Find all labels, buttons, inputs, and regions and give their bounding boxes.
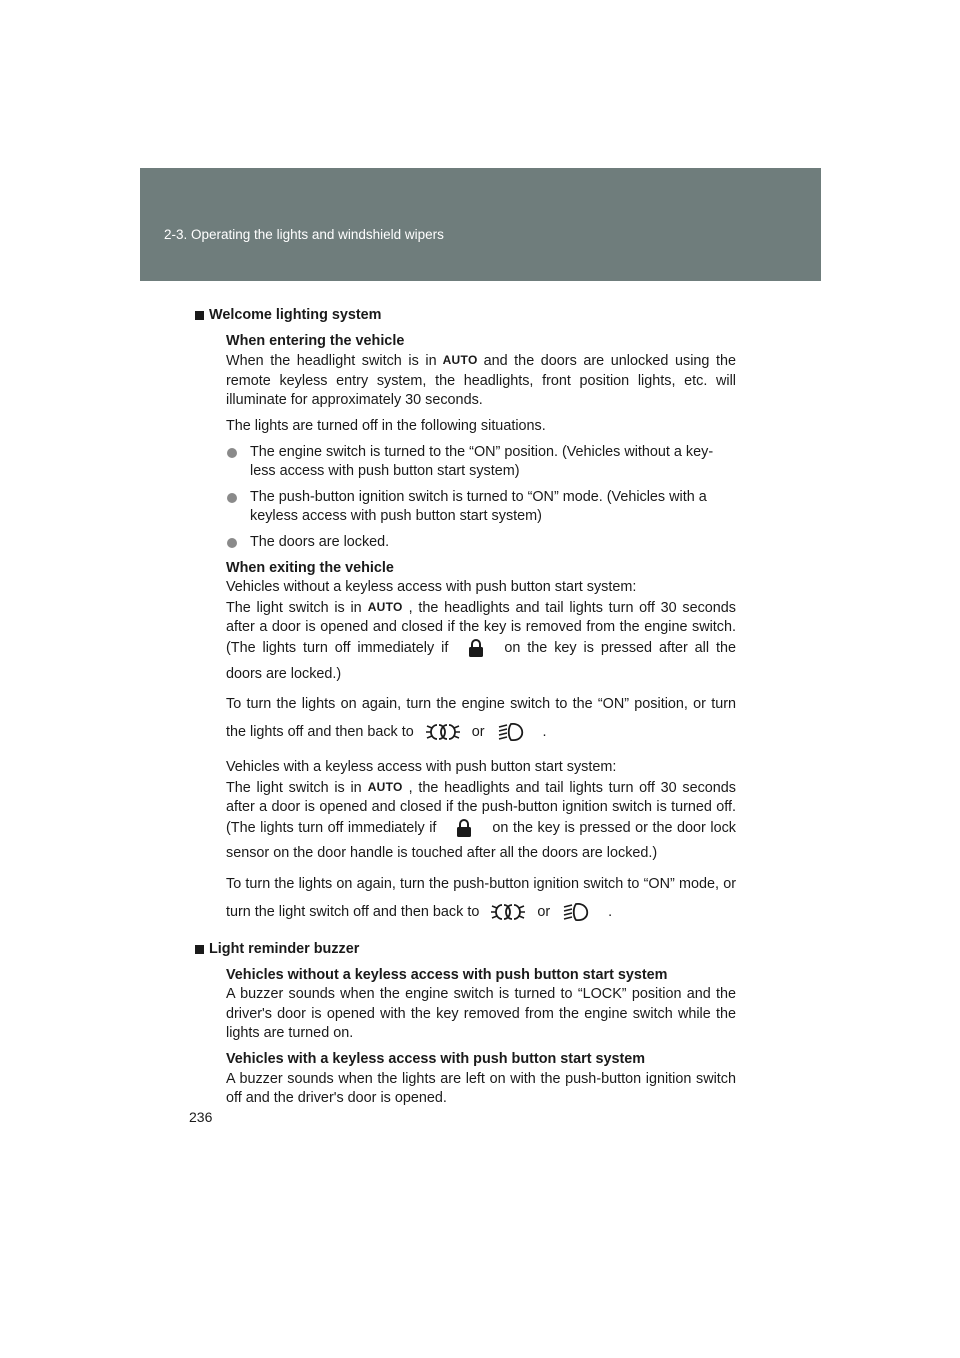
exiting-title: When exiting the vehicle	[226, 559, 394, 576]
main-content	[209, 306, 736, 1109]
headlight-icon	[497, 722, 531, 752]
bullet-icon	[227, 493, 237, 503]
exiting-body	[226, 559, 736, 933]
section-title-buzzer: Light reminder buzzer	[196, 940, 736, 960]
exit-b-turn-on: To turn the lights on again, turn the push-button ignition switch to “ON” mode, or turn the light switch off and then back to or .	[226, 870, 736, 932]
entering-paragraph: When the headlight switch is in AUTO and the doors are unlocked using the remote keyless entry system, the headlights, front position lights, etc. will illuminate for approximately 30 seconds.	[226, 353, 736, 409]
entering-title: When entering the vehicle	[226, 332, 405, 349]
square-bullet-icon	[195, 311, 204, 320]
bullet-icon	[227, 538, 237, 548]
exit-a-intro: Vehicles without a keyless access with push button start system:	[226, 579, 637, 596]
buzzer-b-text: A buzzer sounds when the lights are left on with the push-button ignition switch off and the driver's door is opened.	[226, 1070, 736, 1107]
exit-b-intro: Vehicles with a keyless access with push button start system:	[226, 759, 617, 776]
square-bullet-icon	[195, 945, 204, 954]
buzzer-a-text: A buzzer sounds when the engine switch is turned to “LOCK” position and the driver's door is opened with the key removed from the engine switch while the lights are turned on.	[226, 986, 736, 1042]
auto-icon: AUTO	[367, 779, 403, 794]
list-item: The push-button ignition switch is turned to “ON” mode. (Vehicles with a keyless access with push button start system)	[226, 488, 736, 527]
exit-b-paragraph: The light switch is in AUTO , the headlights and tail lights turn off 30 seconds after a door is opened and closed if the push-button ignition switch is turned off. (The lights turn off immediately if on the key is pressed or the door lock sensor on the door handle is touched after all the doors are locked.)	[226, 779, 736, 862]
bullet-icon	[227, 448, 237, 458]
buzzer-body	[226, 966, 736, 1109]
buzzer-b-title: Vehicles with a keyless access with push button start system	[226, 1051, 646, 1068]
list-item: The doors are locked.	[226, 533, 736, 553]
tail-light-icon	[426, 722, 460, 752]
exit-a-paragraph: The light switch is in AUTO , the headlights and tail lights turn off 30 seconds after a door is opened and closed if the key is removed from the engine switch. (The lights turn off immediately if on the key is pressed after all the doors are locked.)	[226, 599, 736, 682]
buzzer-a-title: Vehicles without a keyless access with push button start system	[226, 966, 668, 983]
lock-icon	[468, 638, 484, 665]
lock-icon	[456, 818, 472, 845]
headlight-icon	[562, 902, 596, 932]
page-header	[140, 168, 821, 281]
welcome-body	[226, 332, 736, 437]
entering-situations: The lights are turned off in the following situations.	[226, 417, 546, 434]
tail-light-icon	[491, 902, 525, 932]
exit-a-turn-on: To turn the lights on again, turn the engine switch to the “ON” position, or turn the lights off and then back to or .	[226, 690, 736, 752]
auto-icon: AUTO	[442, 353, 478, 368]
list-item: The engine switch is turned to the “ON” position. (Vehicles without a key-less access with push button start system)	[226, 443, 736, 482]
auto-icon: AUTO	[367, 599, 403, 614]
page-number: 236	[189, 1109, 213, 1125]
chapter-title: 2-3. Operating the lights and windshield wipers	[164, 227, 444, 242]
section-title-welcome: Welcome lighting system	[196, 306, 736, 326]
